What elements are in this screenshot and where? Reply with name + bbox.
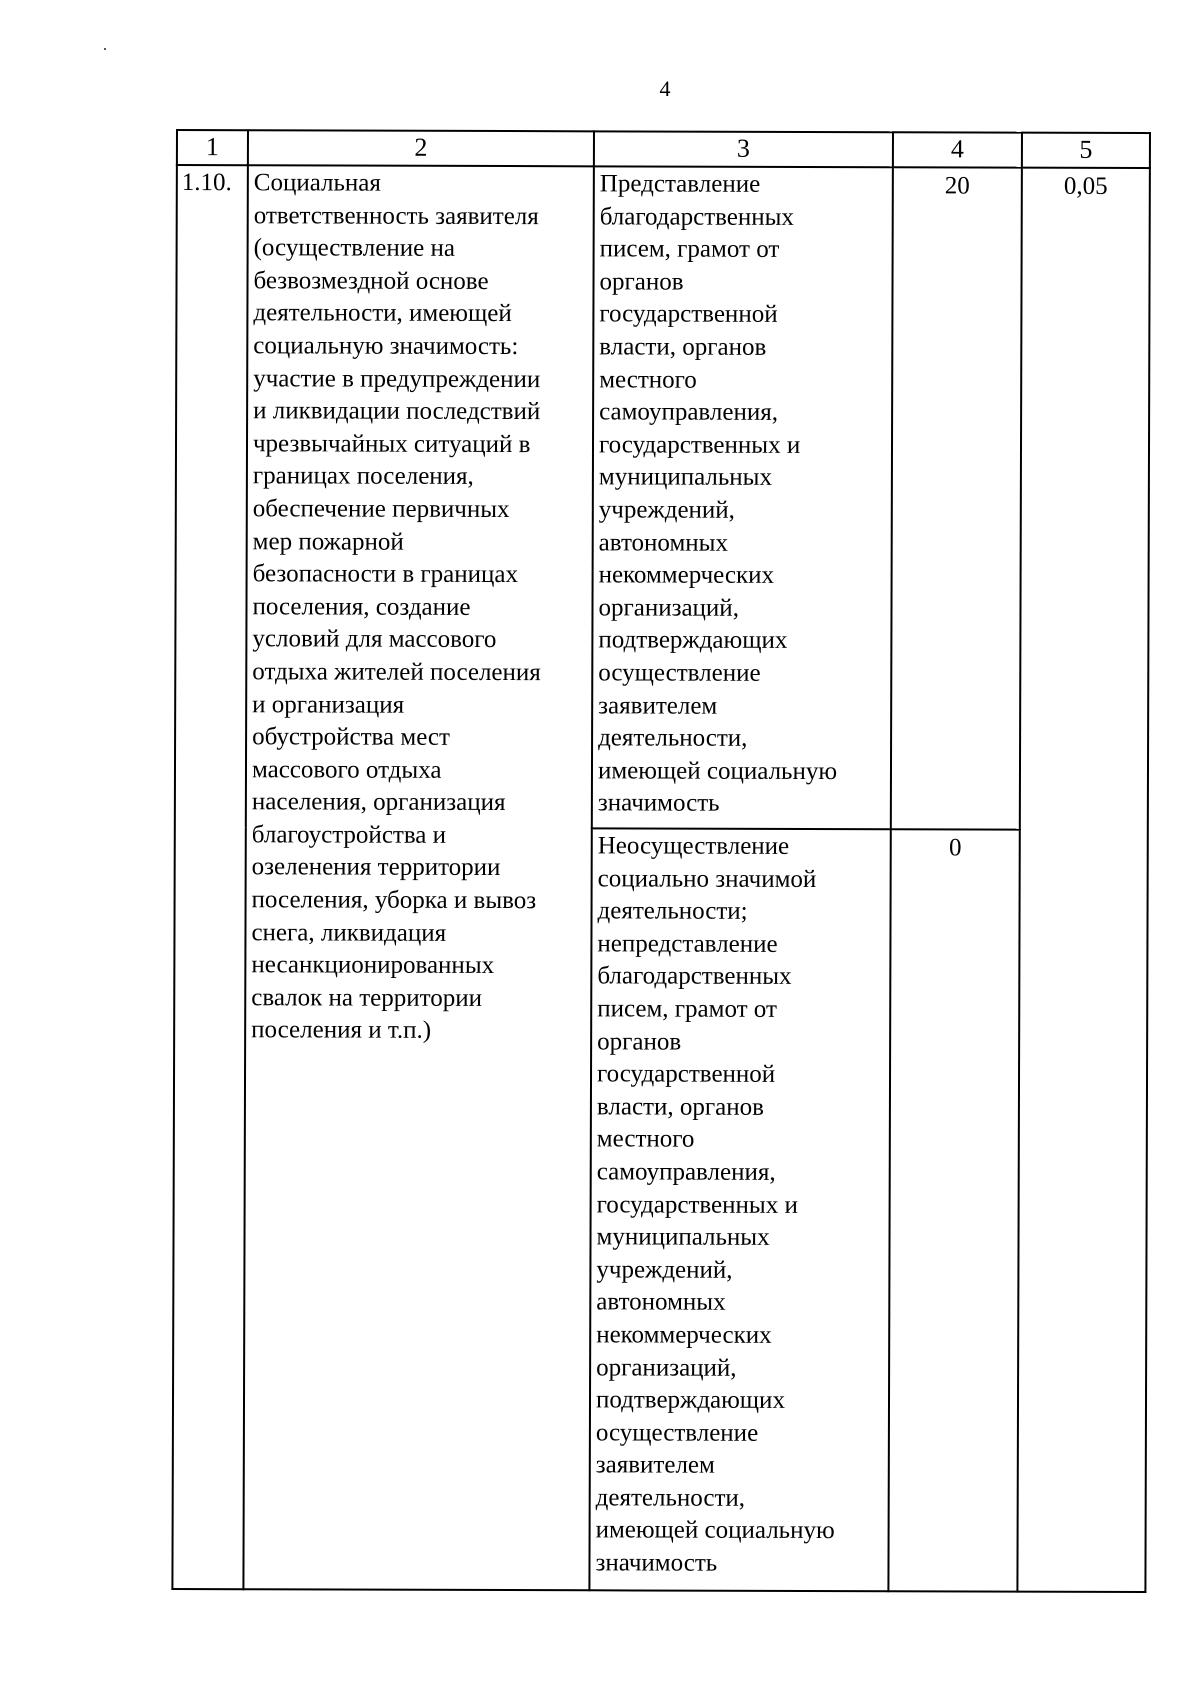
- criterion-text-line: поселения, создание: [252, 592, 471, 621]
- score-cell-2: 0: [888, 829, 1019, 1591]
- condition-text-line: местного: [596, 1125, 695, 1153]
- criterion-text-line: обеспечение первичных: [252, 495, 510, 523]
- condition-text-line: значимость: [597, 789, 720, 817]
- condition-text-line: учреждений,: [596, 1256, 733, 1284]
- criterion-text-line: (осуществление на: [253, 234, 456, 263]
- condition-text-line: писем, грамот от: [599, 235, 780, 264]
- criterion-text-line: поселения, уборка и вывоз: [251, 886, 537, 915]
- criterion-text-line: безопасности в границах: [252, 560, 519, 589]
- condition-text-line: подтверждающих: [595, 1386, 786, 1415]
- condition-text-line: Представление: [599, 170, 761, 198]
- condition-text-line: организаций,: [598, 594, 740, 622]
- condition-text-line: деятельности;: [597, 897, 748, 925]
- table-header-row: [177, 130, 1150, 168]
- condition-text-line: учреждений,: [598, 496, 736, 524]
- criterion-text-line: границах поселения,: [252, 462, 474, 491]
- condition-text-line: местного: [599, 365, 697, 394]
- condition-text-line: государственных и: [596, 1190, 798, 1219]
- criterion-text-line: участие в предупреждении: [253, 364, 541, 393]
- condition-text-line: органов: [599, 268, 684, 296]
- criteria-table: [171, 129, 1151, 1593]
- condition-text-line: социально значимой: [597, 864, 817, 893]
- condition-text-line: деятельности,: [595, 1484, 746, 1512]
- condition-text-line: Неосуществление: [597, 832, 790, 860]
- condition-text-line: государственной: [596, 1060, 776, 1089]
- criterion-text-line: мер пожарной: [252, 527, 404, 556]
- scan-speck: [104, 48, 106, 50]
- condition-text-line: непредставление: [597, 930, 778, 958]
- condition-text-1: [598, 168, 888, 821]
- condition-text-line: самоуправления,: [596, 1158, 776, 1186]
- criterion-text-line: несанкционированных: [251, 951, 495, 980]
- condition-text-line: государственной: [599, 300, 778, 329]
- condition-text-line: заявителем: [595, 1451, 715, 1479]
- criterion-text-line: чрезвычайных ситуаций в: [252, 429, 531, 458]
- condition-text-line: имеющей социальную: [595, 1516, 835, 1545]
- criterion-text-line: безвозмездной основе: [253, 267, 489, 295]
- criterion-text-line: свалок на территории: [251, 984, 483, 1012]
- condition-text-line: имеющей социальную: [597, 757, 838, 785]
- condition-text-line: организаций,: [596, 1353, 737, 1382]
- condition-text-line: власти, органов: [599, 333, 767, 361]
- column-header-1: 1: [177, 130, 248, 165]
- condition-text-line: власти, органов: [596, 1093, 764, 1121]
- criterion-text-line: поселения и т.п.): [251, 1016, 432, 1045]
- criterion-text-line: отдыха жителей поселения: [252, 658, 541, 687]
- condition-text-line: осуществление: [598, 659, 761, 687]
- condition-text-line: государственных и: [598, 431, 801, 459]
- column-header-4: 4: [893, 132, 1022, 167]
- table-row: [175, 165, 1150, 830]
- criterion-text-line: обустройства мест: [252, 723, 451, 751]
- condition-text-line: писем, грамот от: [597, 995, 777, 1023]
- condition-text-2: [595, 830, 885, 1581]
- condition-text-line: автономных: [596, 1288, 726, 1317]
- condition-text-line: значимость: [595, 1549, 718, 1577]
- condition-text-line: деятельности,: [598, 724, 748, 752]
- criterion-text: [251, 167, 589, 1048]
- page-number: 4: [659, 76, 671, 101]
- weight-cell: 0,05: [1017, 168, 1149, 1592]
- condition-text-line: самоуправления,: [599, 398, 779, 427]
- criterion-text-line: озеленения территории: [251, 853, 501, 882]
- column-header-5: 5: [1022, 133, 1150, 168]
- condition-text-line: некоммерческих: [596, 1321, 772, 1349]
- criterion-text-line: ответственность заявителя: [253, 201, 539, 230]
- condition-text-line: заявителем: [598, 691, 718, 720]
- criterion-text-line: социальную значимость:: [253, 332, 519, 361]
- condition-text-line: благодарственных: [599, 202, 795, 231]
- criterion-text-line: Социальная: [253, 169, 381, 197]
- criterion-cell: [243, 165, 593, 1590]
- condition-cell-2: [589, 828, 890, 1591]
- condition-text-line: благодарственных: [597, 962, 792, 991]
- criterion-text-line: и организация: [252, 690, 405, 719]
- criterion-text-line: снега, ликвидация: [251, 918, 447, 947]
- score-cell-1: 20: [891, 167, 1022, 829]
- condition-text-line: автономных: [598, 528, 729, 557]
- condition-text-line: подтверждающих: [598, 626, 788, 655]
- criterion-text-line: массового отдыха: [251, 755, 442, 784]
- condition-text-line: муниципальных: [598, 463, 773, 492]
- row-index: 1.10.: [172, 165, 247, 1589]
- column-header-3: 3: [594, 131, 893, 167]
- condition-text-line: муниципальных: [596, 1223, 770, 1251]
- criterion-text-line: населения, организация: [251, 788, 506, 817]
- criterion-text-line: и ликвидации последствий: [253, 397, 541, 426]
- criterion-text-line: деятельности, имеющей: [253, 299, 512, 328]
- condition-text-line: осуществление: [595, 1419, 759, 1447]
- condition-text-line: некоммерческих: [598, 561, 775, 590]
- column-header-2: 2: [248, 130, 594, 166]
- criterion-text-line: благоустройства и: [251, 821, 447, 849]
- criterion-text-line: условий для массового: [252, 625, 497, 654]
- condition-text-line: органов: [597, 1027, 682, 1056]
- condition-cell-1: [592, 166, 893, 829]
